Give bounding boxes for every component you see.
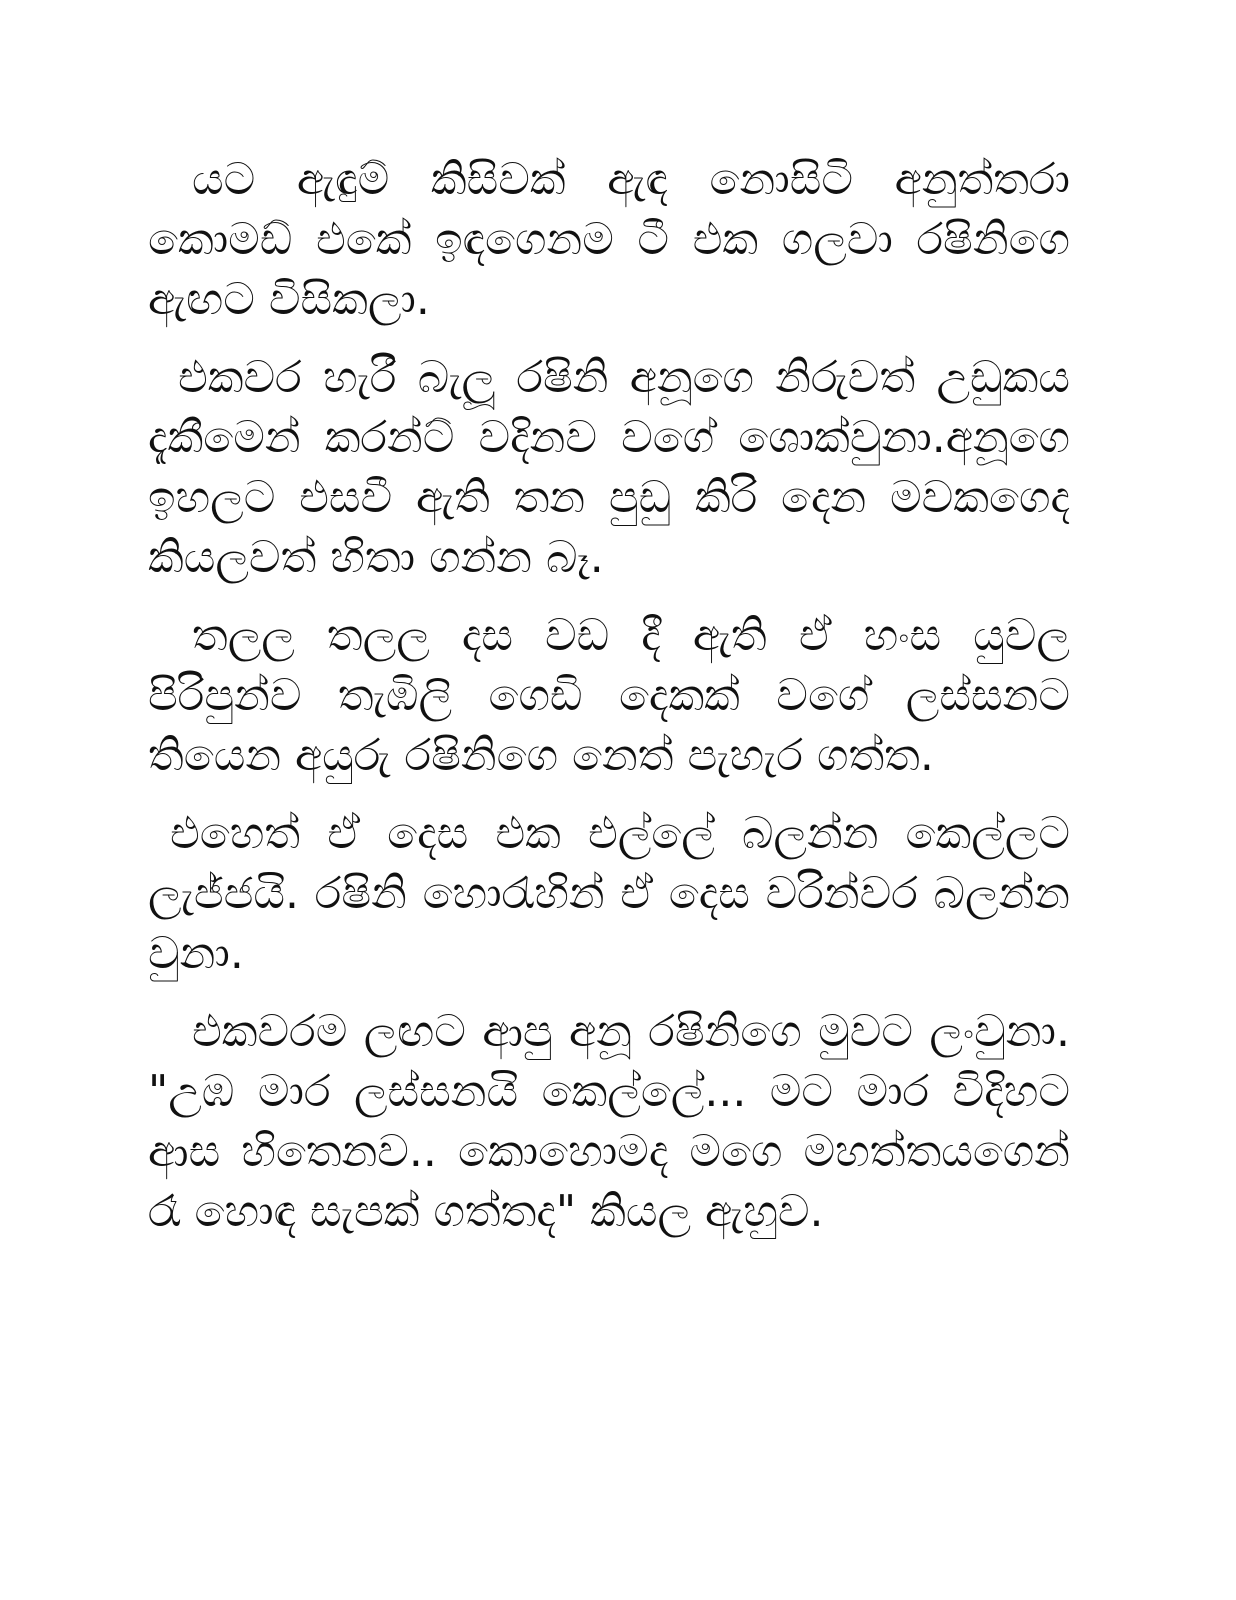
body-text [148, 150, 1070, 1260]
paragraph-1: යට ඇඳුම් කිසිවක් ඇඳ නොසිටි අනුත්තරා කොමඩ් එකේ ඉඳගෙනම ටී එක ගලවා රෂිනිගෙ ඇඟට විසිකලා. [148, 154, 1070, 325]
paragraph-2: එකවර හැරී බැලූ රෂිනි අනූගෙ නිරුවත් උඩුකය දැකීමෙන් කරන්ට් වදිනව වගේ ශොක්වුනා.අනූගෙ ඉහලට එසවී ඇති තන පුඩු කිරි දෙන මවකගෙද කියලවත් හිතා ගන්න බෑ. [148, 352, 1070, 583]
paragraph-3: තලල තලල දස වඩ දී ඇති ඒ හංස යුවල පිරිපුන්ව තැඹිලි ගෙඩි දෙකක් වගේ ලස්සනට තියෙන අයුරු රෂිනිගෙ නෙත් පැහැර ගත්ත. [148, 610, 1070, 781]
paragraph-5: එකවරම ලඟට ආපු අනූ රෂිනිගෙ මුවට ලංවුනා. "උඹ මාර ලස්සනයි කෙල්ලේ... මට මාර විදිහට ආස හිතෙනව.. කොහොමද මගෙ මහත්තයගෙන් රෑ හොඳ සැපක් ගත්තද" කියල ඇහුව. [148, 1006, 1070, 1237]
paragraph-4: එහෙත් ඒ දෙස එක එල්ලේ බලන්න කෙල්ලට ලැජ්ජයි. රෂිනි හොරැහින් ඒ දෙස වරින්වර බලන්න වුනා. [148, 808, 1070, 979]
